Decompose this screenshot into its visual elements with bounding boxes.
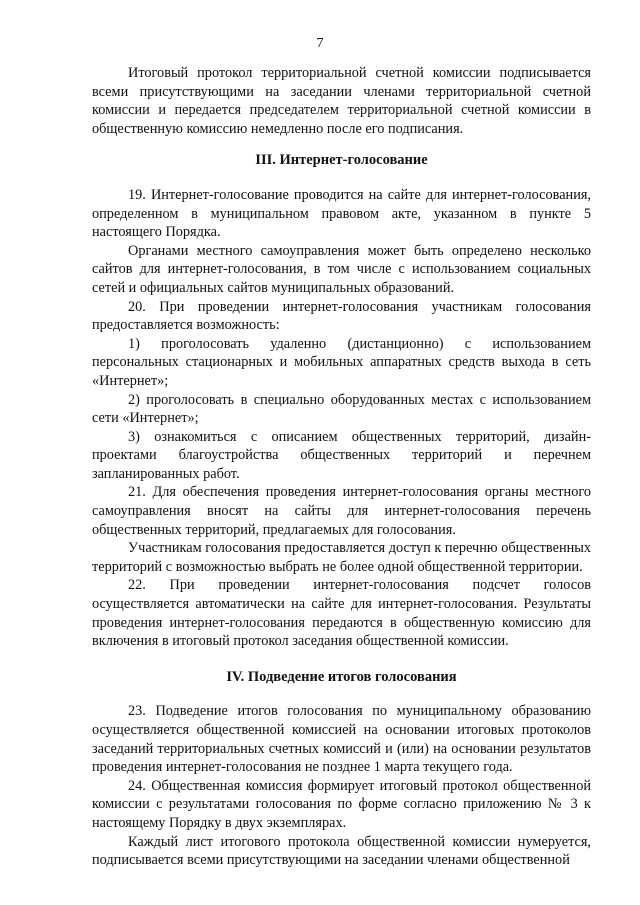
paragraph-23: 23. Подведение итогов голосования по муниципальному образованию осуществляется общественной комиссией на основании итоговых протоколов заседаний территориальных счетных комиссий и (или) на основании результатов проведения интернет-голосования не позднее 1 марта текущего года.: [92, 703, 591, 776]
paragraph-21: 21. Для обеспечения проведения интернет-голосования органы местного самоуправления вносят на сайты для интернет-голосования перечень общественных территорий, предлагаемых для голосования.: [92, 484, 591, 538]
paragraph-24: 24. Общественная комиссия формирует итоговый протокол общественной комиссии с результатами голосования по форме согласно приложению № 3 к настоящему Порядку в двух экземплярах.: [92, 777, 591, 831]
paragraph-20-item-3: 3) ознакомиться с описанием общественных территорий, дизайн-проектами благоустройства общественных территорий и перечнем запланированных работ.: [92, 428, 591, 482]
paragraph-19: 19. Интернет-голосование проводится на сайте для интернет-голосования, определенном в муниципальном правовом акте, указанном в пункте 5 настоящего Порядка.: [92, 186, 591, 241]
paragraph-intro: Итоговый протокол территориальной счетной комиссии подписывается всеми присутствующими на заседании членами территориальной счетной комиссии и передается председателем территориальной счетной комиссии в общественную комиссию немедленно после его подписания.: [92, 65, 591, 137]
paragraph-20-item-2: 2) проголосовать в специально оборудованных местах с использованием сети «Интернет»;: [92, 391, 591, 427]
paragraph-20: 20. При проведении интернет-голосования участникам голосования предоставляется возможность:: [92, 298, 591, 334]
paragraph-22: 22. При проведении интернет-голосования подсчет голосов осуществляется автоматически на сайте для интернет-голосования. Результаты проведения интернет-голосования передаются в общественную комиссию для включения в итоговый протокол заседания общественной комиссии.: [92, 577, 591, 650]
paragraph-access: Участникам голосования предоставляется доступ к перечню общественных территорий с возможностью выбрать не более одной общественной территории.: [92, 540, 591, 575]
paragraph-sites: Органами местного самоуправления может быть определено несколько сайтов для интернет-голосования, в том числе с использованием социальных сетей и официальных сайтов муниципальных образований.: [92, 242, 591, 296]
paragraph-protocol-sheets: Каждый лист итогового протокола общественной комиссии нумеруется, подписывается всеми присутствующими на заседании членами общественной: [92, 833, 591, 869]
page-number: 7: [316, 36, 324, 51]
section-heading-results: IV. Подведение итогов голосования: [226, 668, 457, 685]
section-heading-internet-voting: III. Интернет-голосование: [255, 152, 428, 169]
document-body: [92, 64, 591, 870]
paragraph-20-item-1: 1) проголосовать удаленно (дистанционно) с использованием персональных стационарных и мобильных аппаратных средств выхода в сеть «Интернет»;: [92, 335, 591, 389]
